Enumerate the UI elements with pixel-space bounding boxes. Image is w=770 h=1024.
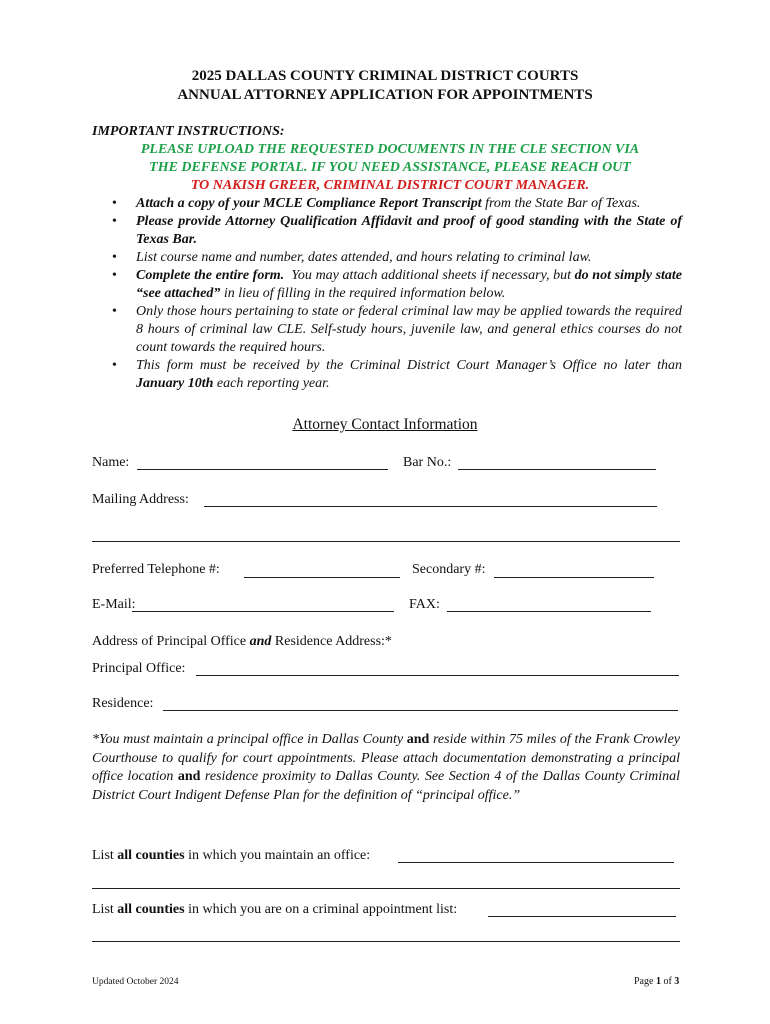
bullet-glyph: • (112, 250, 117, 265)
instruction-bold-text: do not simply state “see attached” (136, 268, 683, 301)
appointment-list-counties-label (92, 902, 457, 918)
instruction-text: from the State Bar of Texas. (481, 196, 641, 211)
residence-label: Residence: (92, 696, 154, 711)
residence-field[interactable] (163, 710, 678, 711)
page-number (634, 976, 679, 987)
secondary-phone-field[interactable] (494, 577, 654, 578)
secondary-phone-label: Secondary #: (412, 562, 486, 577)
bar-number-field[interactable] (458, 469, 656, 470)
email-label: E-Mail: (92, 597, 136, 612)
instruction-text: each reporting year. (213, 376, 330, 391)
bullet-glyph: • (112, 268, 117, 283)
bullet-glyph: • (112, 358, 117, 373)
counties-emphasis: all counties (117, 848, 185, 863)
fax-label: FAX: (409, 597, 440, 612)
note-text: *You must maintain a principal office in Dallas County (92, 732, 407, 747)
office-counties-field-line-2[interactable] (92, 888, 680, 889)
upload-notice-line-1: PLEASE UPLOAD THE REQUESTED DOCUMENTS IN THE CLE SECTION VIA (140, 142, 640, 157)
page-current: 1 (655, 976, 661, 987)
principal-office-label: Principal Office: (92, 661, 186, 676)
instruction-bold-text: Attach a copy of your MCLE Compliance Report Transcript (136, 196, 482, 211)
counties-text: List (92, 848, 118, 863)
mailing-address-label: Mailing Address: (92, 492, 189, 507)
instruction-text: Only those hours pertaining to state or federal criminal law may be applied towards the required 8 hours of criminal law CLE. Self-study hours, juvenile law, and general ethics courses do not count towards the required hours. (136, 304, 682, 355)
note-text: residence proximity to Dallas County. See Section 4 of the Dallas County Criminal District Court Indigent Defense Plan for the definition of “principal office.” (92, 769, 680, 803)
instruction-item (92, 249, 682, 267)
title-line-1: 2025 DALLAS COUNTY CRIMINAL DISTRICT COURTS (191, 68, 579, 84)
mailing-address-field-line-2[interactable] (92, 541, 680, 542)
page-total: 3 (674, 976, 680, 987)
address-heading-emphasis: and (249, 634, 272, 649)
note-text: reside within 75 miles of the Frank Crowley Courthouse to qualify for court appointments. Please attach documentation demonstrating a principal office location (92, 732, 680, 784)
address-heading (92, 634, 392, 650)
instruction-item (92, 213, 682, 249)
bar-number-label: Bar No.: (403, 455, 452, 470)
updated-date: Updated October 2024 (92, 977, 179, 987)
instruction-text: This form must be received by the Criminal District Court Manager’s Office no later than (136, 358, 682, 373)
residency-requirement-note (92, 731, 680, 805)
instruction-item (92, 357, 682, 393)
instruction-bold-text: Please provide Attorney Qualification Affidavit and proof of good standing with the State of Texas Bar. (136, 214, 682, 247)
note-emphasis: and (177, 769, 201, 784)
title-line-2: ANNUAL ATTORNEY APPLICATION FOR APPOINTMENTS (177, 87, 593, 103)
bullet-glyph: • (112, 196, 117, 211)
bullet-glyph: • (112, 214, 117, 229)
counties-text: List (92, 902, 118, 917)
office-counties-field[interactable] (398, 862, 674, 863)
name-label: Name: (92, 455, 130, 470)
address-heading-text: Residence Address:* (271, 634, 392, 649)
instruction-item (92, 267, 682, 303)
email-field[interactable] (132, 611, 394, 612)
appointment-list-counties-field[interactable] (488, 916, 676, 917)
principal-office-field[interactable] (196, 675, 679, 676)
preferred-telephone-label: Preferred Telephone #: (92, 562, 220, 577)
instructions-heading: IMPORTANT INSTRUCTIONS: (92, 124, 285, 139)
page-number-text: of (660, 976, 675, 987)
instruction-item (92, 195, 682, 213)
instruction-text: You may attach additional sheets if necessary, but (284, 268, 575, 283)
instruction-item (92, 303, 682, 357)
contact-section-title: Attorney Contact Information (292, 416, 478, 433)
instruction-bold-text: January 10th (136, 376, 214, 391)
mailing-address-field[interactable] (204, 506, 657, 507)
page-number-text: Page (634, 976, 656, 987)
bullet-glyph: • (112, 304, 117, 319)
name-field[interactable] (137, 469, 388, 470)
preferred-telephone-field[interactable] (244, 577, 400, 578)
counties-emphasis: all counties (117, 902, 185, 917)
address-heading-text: Address of Principal Office (92, 634, 250, 649)
counties-text: in which you are on a criminal appointment list: (184, 902, 458, 917)
instructions-list (92, 195, 682, 393)
counties-text: in which you maintain an office: (184, 848, 371, 863)
office-counties-label (92, 848, 370, 864)
instruction-text: List course name and number, dates attended, and hours relating to criminal law. (136, 250, 592, 265)
appointment-list-counties-field-line-2[interactable] (92, 941, 680, 942)
fax-field[interactable] (447, 611, 651, 612)
instruction-bold-text: Complete the entire form. (136, 268, 285, 283)
instruction-text: in lieu of filling in the required information below. (220, 286, 506, 301)
upload-notice-line-2: THE DEFENSE PORTAL. IF YOU NEED ASSISTANCE, PLEASE REACH OUT (149, 160, 631, 175)
note-emphasis: and (406, 732, 430, 747)
contact-manager-notice: TO NAKISH GREER, CRIMINAL DISTRICT COURT MANAGER. (190, 178, 590, 193)
